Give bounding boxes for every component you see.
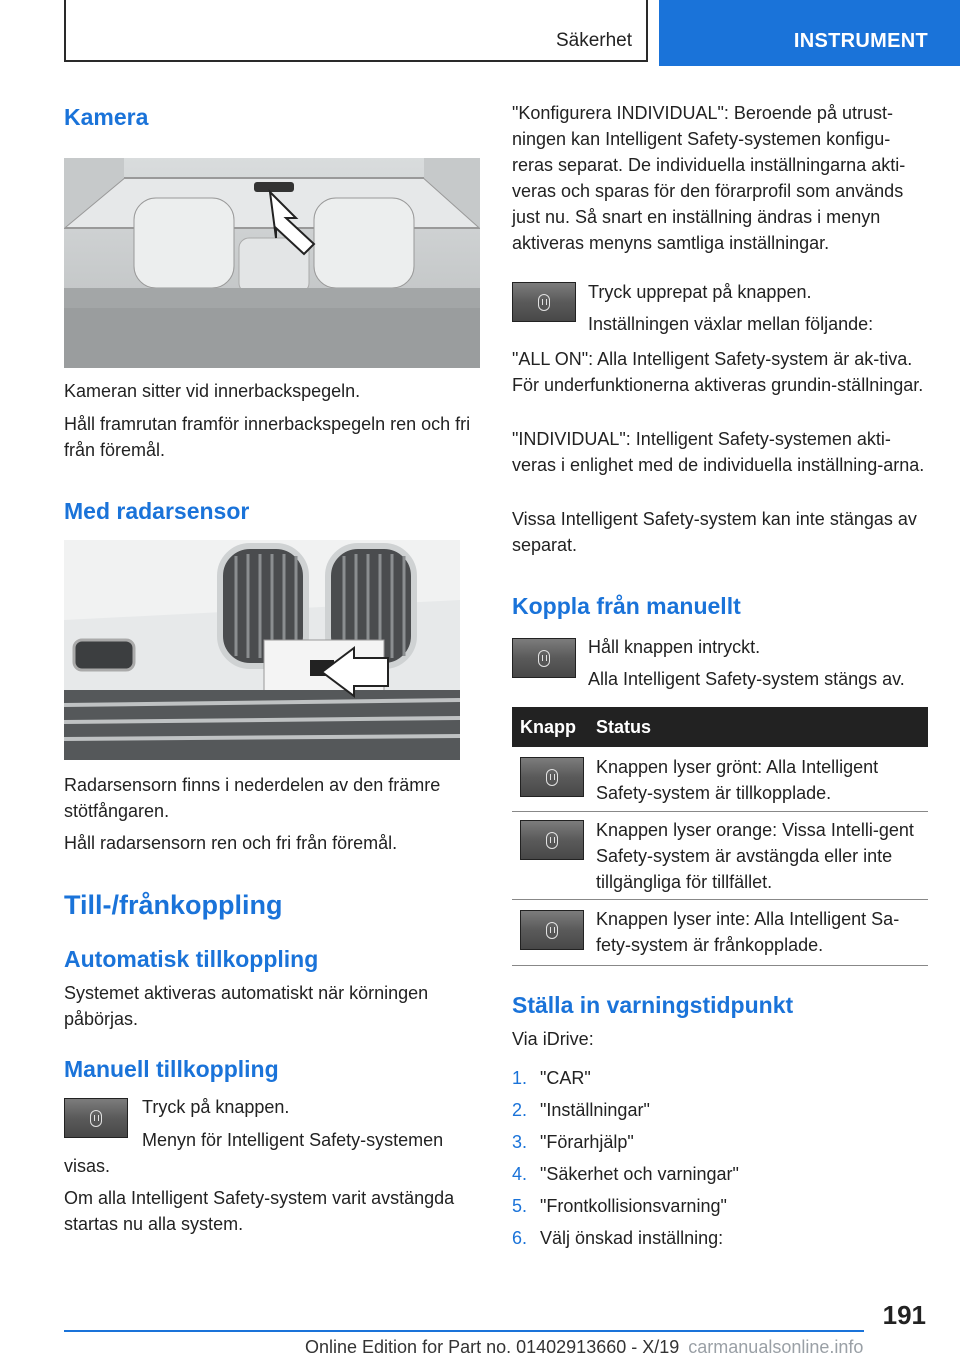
koppla-text-2: Alla Intelligent Safety-system stängs av. bbox=[588, 669, 905, 689]
step-number: 4. bbox=[512, 1164, 528, 1184]
manuell-text-2b: visas. bbox=[64, 1156, 111, 1176]
vissa-text: Vissa Intelligent Safety-system kan inte stängas av separat. bbox=[512, 509, 917, 555]
stalla-heading: Ställa in varningstidpunkt bbox=[512, 992, 794, 1018]
manuell-text-1: Tryck på knappen. bbox=[142, 1097, 290, 1117]
koppla-text-1: Håll knappen intryckt. bbox=[588, 637, 761, 657]
safety-icon bbox=[546, 922, 558, 939]
manuell-heading: Manuell tillkoppling bbox=[64, 1056, 279, 1082]
auto-text: Systemet aktiveras automatiskt när körningen påbörjas. bbox=[64, 983, 429, 1029]
camera-photo bbox=[64, 158, 480, 368]
safety-button-image bbox=[64, 1098, 128, 1138]
step-number: 5. bbox=[512, 1196, 528, 1216]
individual-text: "INDIVIDUAL": Intelligent Safety-systemen akti-veras i enlighet med de individuella inställning-arna. bbox=[512, 429, 925, 475]
kamera-text-1: Kameran sitter vid innerbackspegeln. bbox=[64, 381, 361, 401]
vaxlar-text: Inställningen växlar mellan följande: bbox=[588, 314, 874, 334]
safety-icon bbox=[546, 769, 558, 786]
step-text: "Frontkollisionsvarning" bbox=[540, 1196, 727, 1216]
tryck-text: Tryck upprepat på knappen. bbox=[588, 282, 812, 302]
safety-icon bbox=[538, 650, 550, 667]
table-row-divider bbox=[512, 811, 928, 812]
manuell-text-2a: Menyn för Intelligent Safety-systemen bbox=[142, 1130, 444, 1150]
section-title: Säkerhet bbox=[555, 30, 632, 51]
safety-button-image bbox=[512, 282, 576, 322]
koppla-heading: Koppla från manuellt bbox=[512, 593, 741, 619]
table-row-3-status: Knappen lyser inte: Alla Intelligent Sa-fety-system är frånkopplade. bbox=[596, 909, 900, 955]
step-text: "Inställningar" bbox=[540, 1100, 650, 1120]
safety-button-image bbox=[520, 910, 584, 950]
safety-button-image bbox=[520, 820, 584, 860]
table-row-divider bbox=[512, 965, 928, 966]
safety-button-image bbox=[520, 757, 584, 797]
konfig-text: "Konfigurera INDIVIDUAL": Beroende på utrust-ningen kan Intelligent Safety-systemen konfigu-reras separat. De individuella inställningarna akti-veras och sparas för den förarprofil som används just nu. Så snart en inställning ändras i menyn aktiveras menyns samtliga inställningar. bbox=[512, 103, 906, 253]
step-number: 1. bbox=[512, 1068, 528, 1088]
safety-icon bbox=[90, 1110, 102, 1127]
step-number: 2. bbox=[512, 1100, 528, 1120]
kamera-heading: Kamera bbox=[64, 104, 149, 130]
table-row-divider bbox=[512, 899, 928, 900]
till-heading: Till-/frånkoppling bbox=[64, 890, 283, 920]
col-knapp: Knapp bbox=[520, 717, 576, 737]
safety-icon bbox=[538, 294, 550, 311]
edition-text: Online Edition for Part no. 01402913660 - X/19 bbox=[305, 1337, 680, 1357]
auto-heading: Automatisk tillkoppling bbox=[64, 946, 319, 972]
radar-heading: Med radarsensor bbox=[64, 498, 250, 524]
step-number: 6. bbox=[512, 1228, 528, 1248]
radar-text-2: Håll radarsensorn ren och fri från föremål. bbox=[64, 833, 398, 853]
page-number: 191 bbox=[882, 1300, 926, 1330]
table-row-2-status: Knappen lyser orange: Vissa Intelli-gent Safety-system är avstängda eller inte tillgängliga för tillfället. bbox=[596, 820, 914, 892]
manuell-text-3: Om alla Intelligent Safety-system varit avstängda startas nu alla system. bbox=[64, 1188, 455, 1234]
safety-button-image bbox=[512, 638, 576, 678]
watermark-text[interactable]: carmanualsonline.info bbox=[688, 1337, 864, 1357]
footer-edition bbox=[305, 1337, 863, 1358]
safety-icon bbox=[546, 832, 558, 849]
via-text: Via iDrive: bbox=[512, 1029, 594, 1049]
header-frame bbox=[64, 0, 648, 62]
chapter-tab[interactable]: INSTRUMENT bbox=[659, 0, 960, 66]
step-text: "CAR" bbox=[540, 1068, 591, 1088]
status-table-header bbox=[512, 707, 928, 747]
step-text: Välj önskad inställning: bbox=[540, 1228, 724, 1248]
kamera-text-2: Håll framrutan framför innerbackspegeln ren och fri från föremål. bbox=[64, 414, 471, 460]
radar-text-1: Radarsensorn finns i nederdelen av den främre stötfångaren. bbox=[64, 775, 441, 821]
col-status: Status bbox=[596, 717, 652, 737]
step-text: "Säkerhet och varningar" bbox=[540, 1164, 739, 1184]
step-text: "Förarhjälp" bbox=[540, 1132, 634, 1152]
radar-photo bbox=[64, 540, 460, 760]
step-number: 3. bbox=[512, 1132, 528, 1152]
footer-divider bbox=[64, 1330, 864, 1332]
table-row-1-status: Knappen lyser grönt: Alla Intelligent Safety-system är tillkopplade. bbox=[596, 757, 879, 803]
allon-text: "ALL ON": Alla Intelligent Safety-system är ak-tiva. För underfunktionerna aktiveras grundin-ställningar. bbox=[512, 349, 924, 395]
